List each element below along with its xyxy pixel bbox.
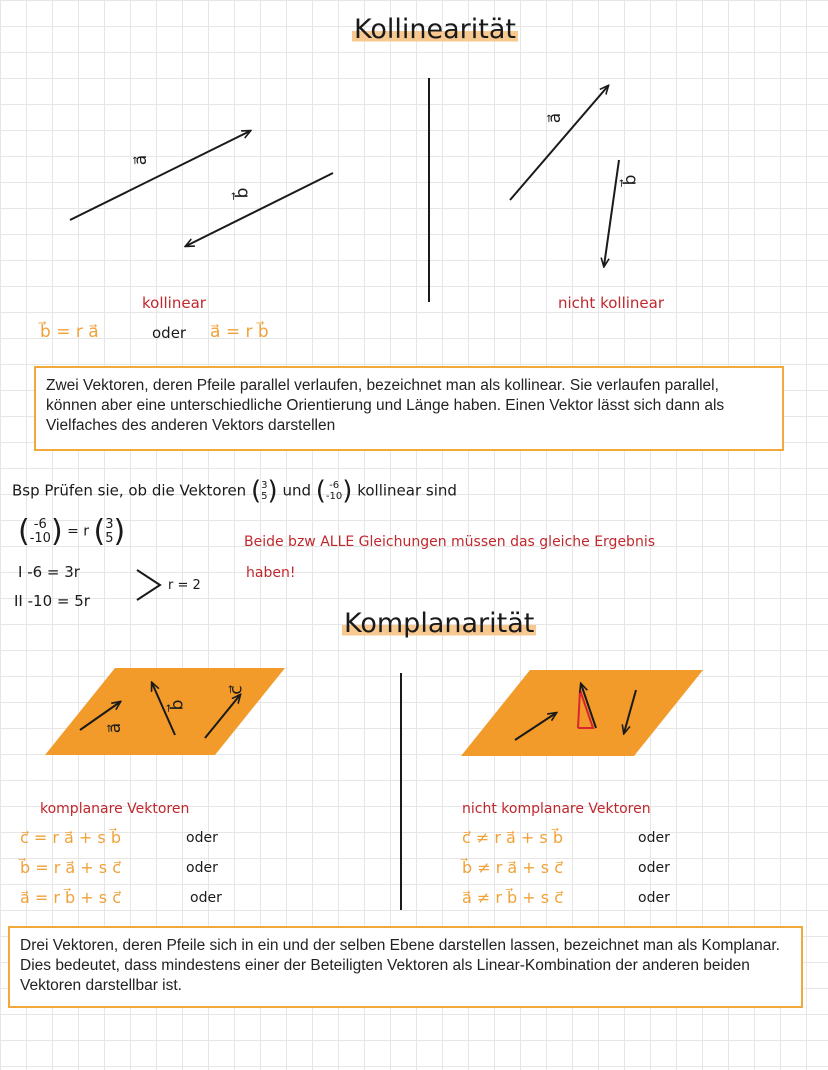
label-vec-a-right: a⃗ bbox=[545, 112, 566, 124]
label-plane-c: c⃗ bbox=[226, 685, 247, 695]
formula-right-1: c⃗ ≠ r a⃗ + s b⃗ bbox=[462, 828, 563, 847]
oder-right-3: oder bbox=[638, 890, 670, 906]
oder-right-2: oder bbox=[638, 860, 670, 876]
example-equation: ( -6 -10) = r (3 5) bbox=[18, 514, 126, 549]
plane-right bbox=[461, 670, 703, 756]
definition-kollinear: Zwei Vektoren, deren Pfeile parallel verlaufen, bezeichnet man als kollinear. Sie verlaufen parallel, können aber eine unterschiedliche Orientierung und Länge haben. Einen Vektor lässt sich dann als Vielfaches des anderen Vektors darstellen bbox=[34, 366, 784, 451]
vector-b-arrow-right bbox=[604, 160, 619, 266]
label-plane-a: a⃗ bbox=[105, 722, 126, 734]
brace-arrow bbox=[137, 570, 160, 600]
label-vec-a: a⃗ bbox=[131, 154, 152, 166]
note-line-2: haben! bbox=[246, 565, 296, 581]
formula-right-3: a⃗ ≠ r b⃗ + s c⃗ bbox=[462, 888, 563, 907]
text-oder: oder bbox=[152, 324, 187, 342]
formula-left-2: b⃗ = r a⃗ + s c⃗ bbox=[20, 858, 121, 877]
label-nicht-komplanare-vektoren: nicht komplanare Vektoren bbox=[462, 801, 651, 817]
formula-left-1: c⃗ = r a⃗ + s b⃗ bbox=[20, 828, 121, 847]
formula-b-ra: b⃗ = r a⃗ bbox=[40, 322, 99, 342]
title-kollinearitaet: Kollinearität bbox=[354, 14, 516, 45]
label-plane-b: b⃗ bbox=[167, 699, 188, 711]
note-line-1: Beide bzw ALLE Gleichungen müssen das gleiche Ergebnis bbox=[244, 534, 656, 550]
oder-left-1: oder bbox=[186, 830, 218, 846]
result-r: r = 2 bbox=[168, 578, 201, 593]
label-vec-b-right: b⃗ bbox=[620, 174, 641, 186]
oder-right-1: oder bbox=[638, 830, 670, 846]
label-nicht-kollinear: nicht kollinear bbox=[558, 294, 665, 312]
definition-komplanar: Drei Vektoren, deren Pfeile sich in ein und der selben Ebene darstellen lassen, bezeichnet man als Komplanar. Dies bedeutet, dass mindestens einer der Beteiligten Vektoren als Linear-Kombination der anderen beiden Vektoren darstellbar ist. bbox=[8, 926, 803, 1008]
label-vec-b: b⃗ bbox=[232, 187, 253, 199]
label-komplanare-vektoren: komplanare Vektoren bbox=[40, 801, 190, 817]
equation-line-1: I -6 = 3r bbox=[18, 563, 80, 581]
equation-line-2: II -10 = 5r bbox=[14, 592, 90, 610]
title-komplanaritaet: Komplanarität bbox=[344, 608, 535, 639]
vector-a-arrow bbox=[70, 131, 253, 220]
formula-left-3: a⃗ = r b⃗ + s c⃗ bbox=[20, 888, 121, 907]
oder-left-3: oder bbox=[190, 890, 222, 906]
oder-left-2: oder bbox=[186, 860, 218, 876]
formula-right-2: b⃗ ≠ r a⃗ + s c⃗ bbox=[462, 858, 563, 877]
label-kollinear: kollinear bbox=[142, 294, 206, 312]
vector-a-arrow-right bbox=[510, 86, 608, 200]
formula-a-rb: a⃗ = r b⃗ bbox=[210, 322, 269, 342]
vector-b-arrow bbox=[186, 173, 333, 246]
example-prompt: Bsp Prüfen sie, ob die Vektoren (3 5) und ( -6 -10) kollinear sind bbox=[12, 476, 457, 506]
